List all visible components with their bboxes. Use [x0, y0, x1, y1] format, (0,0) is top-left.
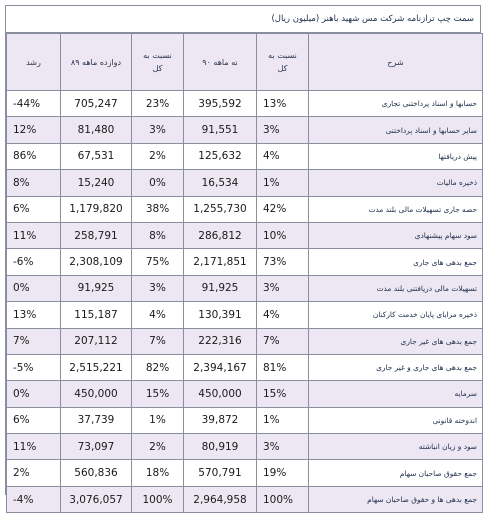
table-row: [7, 302, 483, 328]
cell-growth: 13%: [7, 302, 61, 328]
table-row: [7, 354, 483, 380]
cell-ratio-twelve-month: 1%: [132, 407, 184, 433]
header-growth: رشد: [7, 34, 61, 91]
cell-description: جمع بدهی های غیر جاری: [309, 328, 483, 354]
cell-twelve-month: 2,515,221: [61, 354, 132, 380]
table-row: [7, 460, 483, 486]
cell-nine-month: 80,919: [184, 434, 257, 460]
cell-description: اندوخته قانونی: [309, 407, 483, 433]
cell-ratio-nine-month: 1%: [257, 170, 309, 196]
cell-ratio-nine-month: 3%: [257, 434, 309, 460]
table-row: [7, 196, 483, 222]
cell-nine-month: 130,391: [184, 302, 257, 328]
cell-ratio-nine-month: 4%: [257, 143, 309, 169]
cell-ratio-twelve-month: 2%: [132, 143, 184, 169]
table-row: [7, 170, 483, 196]
cell-twelve-month: 3,076,057: [61, 486, 132, 512]
cell-twelve-month: 73,097: [61, 434, 132, 460]
cell-ratio-twelve-month: 0%: [132, 170, 184, 196]
cell-nine-month: 286,812: [184, 222, 257, 248]
cell-twelve-month: 560,836: [61, 460, 132, 486]
table-row: [7, 407, 483, 433]
header-ratio-twelve-month: [132, 34, 184, 91]
header-ratio-twelve-month-label: نسبت به کل: [143, 51, 172, 73]
cell-description: جمع بدهی ها و حقوق صاحبان سهام: [309, 486, 483, 512]
cell-ratio-twelve-month: 7%: [132, 328, 184, 354]
table-row: [7, 143, 483, 169]
cell-description: سایر حسابها و اسناد پرداختنی: [309, 117, 483, 143]
cell-ratio-twelve-month: 18%: [132, 460, 184, 486]
cell-nine-month: 125,632: [184, 143, 257, 169]
cell-twelve-month: 67,531: [61, 143, 132, 169]
cell-nine-month: 2,394,167: [184, 354, 257, 380]
cell-twelve-month: 207,112: [61, 328, 132, 354]
cell-description: سود سهام پیشنهادی: [309, 222, 483, 248]
cell-nine-month: 2,964,958: [184, 486, 257, 512]
table-title: سمت چپ ترازنامه شرکت مس شهید باهنر (میلیون ریال): [6, 6, 480, 33]
cell-growth: -44%: [7, 91, 61, 117]
cell-ratio-nine-month: 13%: [257, 91, 309, 117]
cell-ratio-twelve-month: 23%: [132, 91, 184, 117]
cell-description: حصه جاری تسهیلات مالی بلند مدت: [309, 196, 483, 222]
cell-twelve-month: 705,247: [61, 91, 132, 117]
cell-nine-month: 39,872: [184, 407, 257, 433]
cell-growth: 0%: [7, 381, 61, 407]
cell-ratio-twelve-month: 8%: [132, 222, 184, 248]
cell-twelve-month: 258,791: [61, 222, 132, 248]
cell-twelve-month: 450,000: [61, 381, 132, 407]
cell-description: جمع حقوق صاحبان سهام: [309, 460, 483, 486]
cell-ratio-nine-month: 7%: [257, 328, 309, 354]
cell-ratio-nine-month: 3%: [257, 117, 309, 143]
table-row: [7, 275, 483, 301]
cell-growth: 7%: [7, 328, 61, 354]
cell-ratio-twelve-month: 3%: [132, 117, 184, 143]
table-row: [7, 434, 483, 460]
cell-ratio-twelve-month: 2%: [132, 434, 184, 460]
cell-ratio-nine-month: 3%: [257, 275, 309, 301]
cell-growth: 11%: [7, 222, 61, 248]
cell-growth: 6%: [7, 407, 61, 433]
header-description: شرح: [309, 34, 483, 91]
cell-nine-month: 91,925: [184, 275, 257, 301]
cell-growth: 2%: [7, 460, 61, 486]
cell-growth: -4%: [7, 486, 61, 512]
cell-nine-month: 1,255,730: [184, 196, 257, 222]
header-nine-month: نه ماهه ۹۰: [184, 34, 257, 91]
cell-nine-month: 91,551: [184, 117, 257, 143]
header-ratio-nine-month: [257, 34, 309, 91]
header-ratio-nine-month-label: نسبت به کل: [268, 51, 297, 73]
cell-growth: 11%: [7, 434, 61, 460]
cell-description: ذخیره مزایای پایان خدمت کارکنان: [309, 302, 483, 328]
table-body: [7, 91, 483, 513]
cell-twelve-month: 15,240: [61, 170, 132, 196]
balance-sheet-panel: [5, 5, 481, 506]
cell-ratio-nine-month: 1%: [257, 407, 309, 433]
cell-growth: 86%: [7, 143, 61, 169]
cell-nine-month: 395,592: [184, 91, 257, 117]
cell-ratio-twelve-month: 3%: [132, 275, 184, 301]
cell-description: حسابها و اسناد پرداختنی تجاری: [309, 91, 483, 117]
cell-growth: 12%: [7, 117, 61, 143]
header-twelve-month: دوازده ماهه ۸۹: [61, 34, 132, 91]
table-row: [7, 381, 483, 407]
cell-growth: -5%: [7, 354, 61, 380]
cell-ratio-nine-month: 81%: [257, 354, 309, 380]
cell-twelve-month: 91,925: [61, 275, 132, 301]
cell-ratio-nine-month: 10%: [257, 222, 309, 248]
cell-growth: -6%: [7, 249, 61, 275]
cell-nine-month: 570,791: [184, 460, 257, 486]
cell-growth: 0%: [7, 275, 61, 301]
header-row: [7, 34, 483, 91]
cell-twelve-month: 115,187: [61, 302, 132, 328]
cell-ratio-nine-month: 100%: [257, 486, 309, 512]
balance-sheet-table: [6, 33, 483, 513]
cell-ratio-twelve-month: 100%: [132, 486, 184, 512]
table-row: [7, 222, 483, 248]
cell-ratio-twelve-month: 82%: [132, 354, 184, 380]
cell-twelve-month: 2,308,109: [61, 249, 132, 275]
cell-ratio-nine-month: 4%: [257, 302, 309, 328]
cell-ratio-nine-month: 42%: [257, 196, 309, 222]
cell-ratio-nine-month: 73%: [257, 249, 309, 275]
cell-nine-month: 16,534: [184, 170, 257, 196]
cell-nine-month: 2,171,851: [184, 249, 257, 275]
cell-description: سرمایه: [309, 381, 483, 407]
cell-ratio-twelve-month: 38%: [132, 196, 184, 222]
cell-nine-month: 450,000: [184, 381, 257, 407]
cell-growth: 6%: [7, 196, 61, 222]
cell-description: پیش دریافتها: [309, 143, 483, 169]
cell-description: سود و زیان انباشته: [309, 434, 483, 460]
cell-twelve-month: 1,179,820: [61, 196, 132, 222]
cell-description: تسهیلات مالی دریافتنی بلند مدت: [309, 275, 483, 301]
cell-ratio-twelve-month: 75%: [132, 249, 184, 275]
cell-growth: 8%: [7, 170, 61, 196]
cell-ratio-nine-month: 15%: [257, 381, 309, 407]
cell-nine-month: 222,316: [184, 328, 257, 354]
cell-ratio-nine-month: 19%: [257, 460, 309, 486]
table-row: [7, 249, 483, 275]
cell-description: جمع بدهی های جاری: [309, 249, 483, 275]
cell-description: جمع بدهی های جاری و غیر جاری: [309, 354, 483, 380]
cell-description: ذخیره مالیات: [309, 170, 483, 196]
table-row: [7, 117, 483, 143]
cell-ratio-twelve-month: 15%: [132, 381, 184, 407]
table-row: [7, 91, 483, 117]
cell-ratio-twelve-month: 4%: [132, 302, 184, 328]
cell-twelve-month: 81,480: [61, 117, 132, 143]
table-row: [7, 328, 483, 354]
cell-twelve-month: 37,739: [61, 407, 132, 433]
